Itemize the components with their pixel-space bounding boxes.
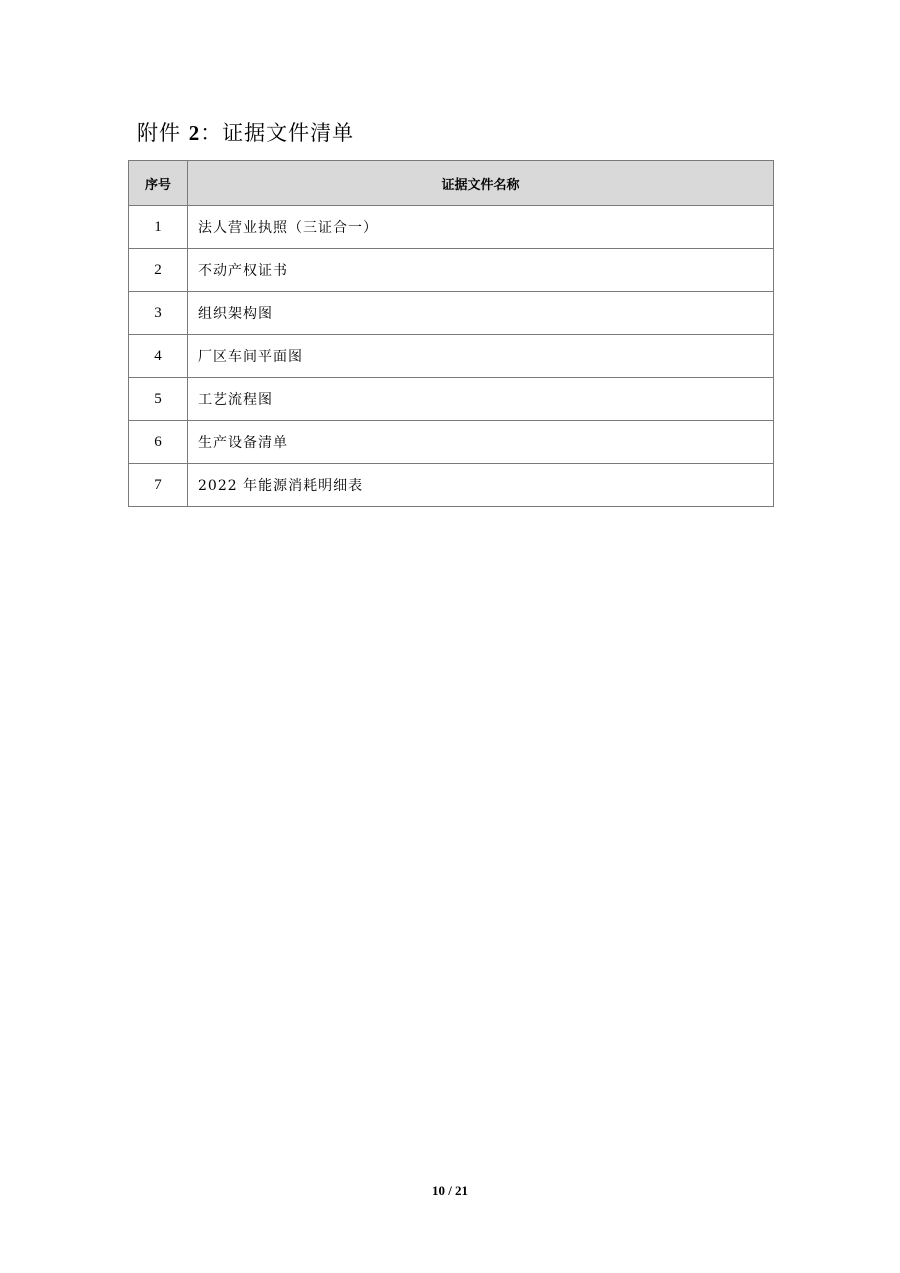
row-index: 4 [129,335,188,378]
row-index: 3 [129,292,188,335]
row-index: 2 [129,249,188,292]
row-file-name: 工艺流程图 [188,378,774,421]
row-file-name: 组织架构图 [188,292,774,335]
row-file-name: 法人营业执照（三证合一） [188,206,774,249]
table-row [129,421,774,464]
row-file-name: 厂区车间平面图 [188,335,774,378]
table-row [129,378,774,421]
header-file-name: 证据文件名称 [188,161,774,206]
row-index: 1 [129,206,188,249]
table-row [129,249,774,292]
page-title [137,117,354,147]
row-file-name: 不动产权证书 [188,249,774,292]
row-index: 5 [129,378,188,421]
row-file-name: 2022 年能源消耗明细表 [188,464,774,507]
row-index: 6 [129,421,188,464]
table-row [129,206,774,249]
row-file-name: 生产设备清单 [188,421,774,464]
title-prefix: 附件 [137,121,189,145]
table-row [129,335,774,378]
header-index: 序号 [129,161,188,206]
evidence-file-table [128,160,774,507]
title-number: 2 [188,121,201,145]
row-index: 7 [129,464,188,507]
title-suffix: ：证据文件清单 [200,121,355,145]
table-row [129,292,774,335]
table-header-row [129,161,774,206]
table-row [129,464,774,507]
page-number: 10 / 21 [431,1183,469,1198]
